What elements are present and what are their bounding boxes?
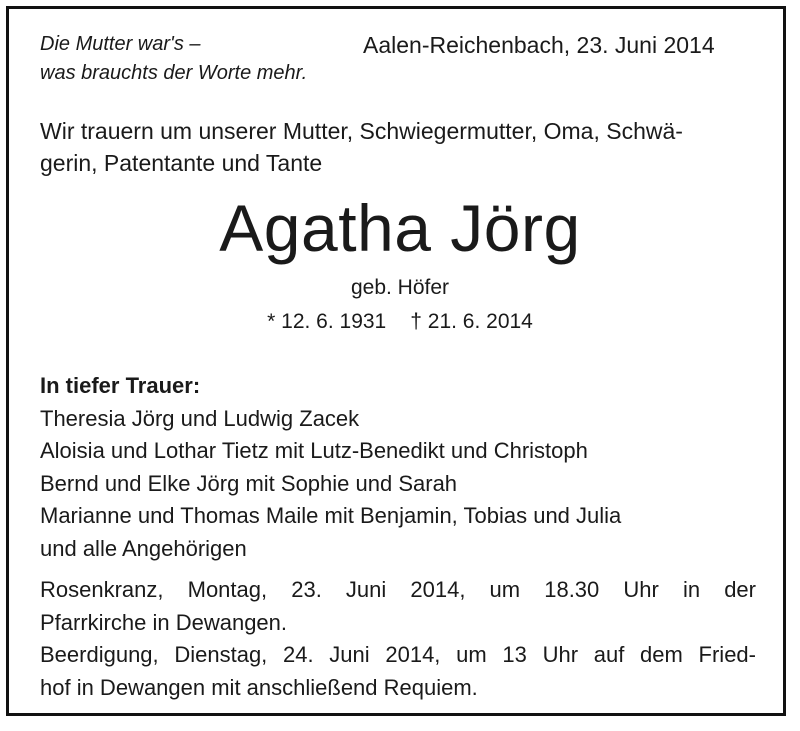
notice-line: Rosenkranz, Montag, 23. Juni 2014, um 18.30 Uhr in der [40, 577, 756, 602]
mourner-line: und alle Angehörigen [40, 535, 247, 561]
quote-line-1: Die Mutter war's – [40, 33, 201, 55]
notice-line: Pfarrkirche in Dewangen. [40, 609, 288, 635]
deceased-name: Agatha Jörg [219, 191, 581, 265]
notice-line: hof in Dewangen mit anschließend Requiem. [40, 674, 478, 700]
mourners-heading: In tiefer Trauer: [40, 373, 201, 398]
death-date: † 21. 6. 2014 [410, 310, 533, 333]
life-dates [0, 310, 800, 334]
intro-text [40, 115, 683, 179]
mourner-line: Bernd und Elke Jörg mit Sophie und Sarah [40, 470, 458, 496]
intro-line-1: Wir trauern um unserer Mutter, Schwiegermutter, Oma, Schwä- [40, 118, 683, 144]
service-notice [40, 574, 756, 704]
notice-line: Beerdigung, Dienstag, 24. Juni 2014, um 13 Uhr auf dem Fried- [40, 642, 756, 667]
mourner-line: Marianne und Thomas Maile mit Benjamin, Tobias und Julia [40, 503, 622, 528]
mourner-line: Aloisia und Lothar Tietz mit Lutz-Benedikt und Christoph [40, 438, 588, 463]
mourner-line: Theresia Jörg und Ludwig Zacek [40, 405, 360, 431]
birth-name: geb. Höfer [350, 276, 450, 299]
birth-date: * 12. 6. 1931 [267, 310, 387, 333]
mourners-list [40, 370, 621, 565]
quote-line-2: was brauchts der Worte mehr. [40, 62, 308, 84]
intro-line-2: gerin, Patentante und Tante [40, 150, 323, 176]
place-and-date: Aalen-Reichenbach, 23. Juni 2014 [363, 32, 715, 58]
memorial-quote [40, 30, 307, 88]
